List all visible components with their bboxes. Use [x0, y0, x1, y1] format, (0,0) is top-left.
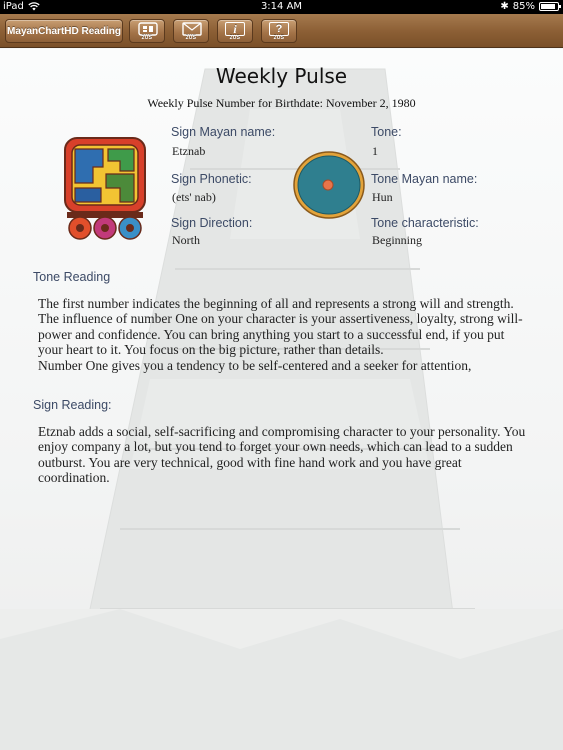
tone-mayan-name-label: Tone Mayan name:	[371, 172, 478, 186]
tone-reading-heading: Tone Reading	[33, 270, 111, 284]
bluetooth-icon: ✱	[500, 1, 509, 12]
device-name: iPad	[3, 1, 24, 12]
sign-direction-label: Sign Direction:	[171, 216, 253, 230]
page-title: Weekly Pulse	[215, 64, 348, 88]
tone-number: 1	[372, 144, 378, 158]
tone-reading-text	[38, 296, 528, 373]
tone-mayan-name: Hun	[372, 190, 393, 204]
battery-percent: 85%	[512, 1, 535, 12]
toolbar	[0, 14, 563, 48]
sign-phonetic: (ets' nab)	[172, 190, 216, 204]
reading-content	[0, 49, 563, 750]
mail-icon	[182, 22, 202, 36]
tone-icon	[293, 151, 365, 219]
reading-button[interactable]: MayanChartHD Reading	[5, 19, 123, 43]
info-caption: 2US	[229, 35, 241, 41]
clock: 3:14 AM	[260, 1, 303, 12]
info-icon: i	[225, 22, 245, 36]
etznab-sign-icon	[62, 136, 148, 242]
tone-reading-paragraph: The first number indicates the beginning of all and represents a strong will and strength. The influence of number One on your character is your assertiveness, loyalty, strong will-power and confidence. You can bring anything you start to a successful end, if you put your heart to it. You focus on the big picture, rather than details.	[38, 296, 523, 358]
help-button[interactable]	[261, 19, 297, 43]
glyph-caption: 2US	[141, 35, 153, 41]
sign-mayan-name: Etznab	[172, 144, 206, 158]
sign-mayan-name-label: Sign Mayan name:	[171, 125, 276, 139]
sign-direction: North	[172, 233, 200, 247]
page-subtitle: Weekly Pulse Number for Birthdate: November 2, 1980	[147, 96, 416, 110]
tone-label: Tone:	[371, 125, 402, 139]
tone-characteristic-label: Tone characteristic:	[371, 216, 479, 230]
sign-phonetic-label: Sign Phonetic:	[171, 172, 252, 186]
mail-button[interactable]	[173, 19, 209, 43]
help-caption: 2US	[273, 35, 285, 41]
glyph-button[interactable]	[129, 19, 165, 43]
tone-characteristic: Beginning	[372, 233, 422, 247]
battery-icon	[539, 2, 559, 11]
sign-reading-heading: Sign Reading:	[33, 398, 112, 412]
glyph-icon	[138, 22, 158, 36]
mail-caption: 2US	[185, 35, 197, 41]
info-button[interactable]	[217, 19, 253, 43]
help-icon: ?	[269, 22, 289, 36]
status-bar	[0, 0, 563, 14]
sign-reading-text: Etznab adds a social, self-sacrificing and compromising character to your personality. You enjoy company a lot, but you tend to forget your own needs, which can lead to a sudden outburst. You are very technical, good with fine hand work and you have great coordination.	[38, 424, 526, 486]
tone-reading-paragraph-2: Number One gives you a tendency to be self-centered and a seeker for attention,	[38, 357, 472, 373]
